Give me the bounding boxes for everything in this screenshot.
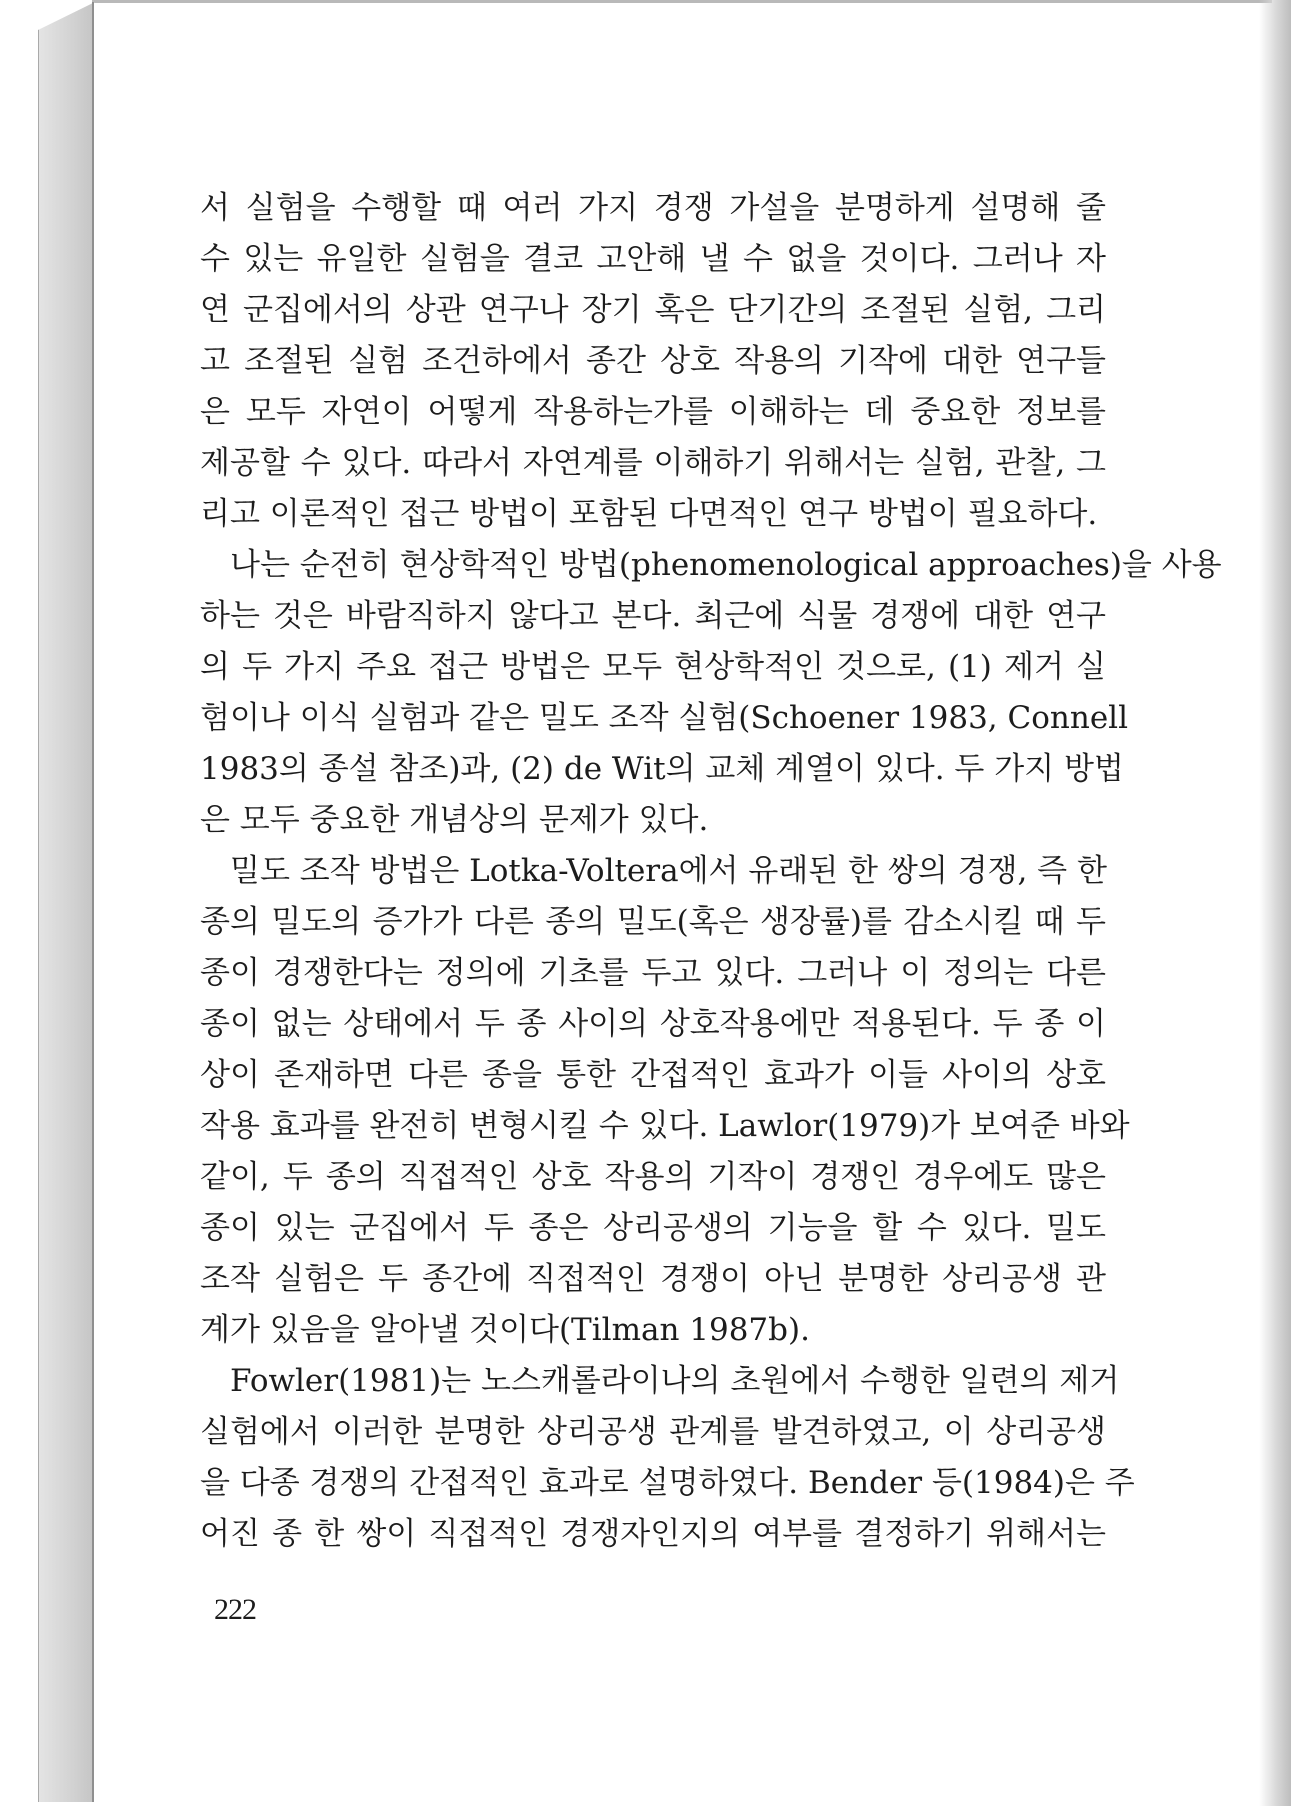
page-sheet xyxy=(94,3,1259,1806)
text-line: 제공할 수 있다. 따라서 자연계를 이해하기 위해서는 실험, 관찰, 그 xyxy=(200,445,1106,481)
text-line: 계가 있음을 알아낼 것이다(Tilman 1987b). xyxy=(200,1312,810,1348)
body-text xyxy=(200,183,1222,1560)
text-line: 고 조절된 실험 조건하에서 종간 상호 작용의 기작에 대한 연구들 xyxy=(200,343,1106,379)
text-line: 을 다종 경쟁의 간접적인 효과로 설명하였다. Bender 등(1984)은 주 xyxy=(200,1465,1135,1501)
text-line: 조작 실험은 두 종간에 직접적인 경쟁이 아닌 분명한 상리공생 관 xyxy=(200,1261,1106,1297)
text-line: 실험에서 이러한 분명한 상리공생 관계를 발견하였고, 이 상리공생 xyxy=(200,1414,1106,1450)
text-line: 종이 경쟁한다는 정의에 기초를 두고 있다. 그러나 이 정의는 다른 xyxy=(200,955,1106,991)
text-line: 하는 것은 바람직하지 않다고 본다. 최근에 식물 경쟁에 대한 연구 xyxy=(200,598,1106,634)
text-line: 수 있는 유일한 실험을 결코 고안해 낼 수 없을 것이다. 그러나 자 xyxy=(200,241,1106,277)
text-line: 종이 있는 군집에서 두 종은 상리공생의 기능을 할 수 있다. 밀도 xyxy=(200,1210,1106,1246)
text-line: 작용 효과를 완전히 변형시킬 수 있다. Lawlor(1979)가 보여준 바와 xyxy=(200,1108,1130,1144)
text-line: 은 모두 자연이 어떻게 작용하는가를 이해하는 데 중요한 정보를 xyxy=(200,394,1106,430)
text-line: 리고 이론적인 접근 방법이 포함된 다면적인 연구 방법이 필요하다. xyxy=(200,496,1098,532)
text-line: 험이나 이식 실험과 같은 밀도 조작 실험(Schoener 1983, Connell xyxy=(200,700,1128,736)
text-line: Fowler(1981)는 노스캐롤라이나의 초원에서 수행한 일련의 제거 xyxy=(230,1363,1120,1399)
text-line: 어진 종 한 쌍이 직접적인 경쟁자인지의 여부를 결정하기 위해서는 xyxy=(200,1516,1106,1552)
text-line: 1983의 종설 참조)과, (2) de Wit의 교체 계열이 있다. 두 가지 방법 xyxy=(200,751,1124,787)
page-number: 222 xyxy=(214,1593,256,1626)
text-line: 은 모두 중요한 개념상의 문제가 있다. xyxy=(200,802,709,838)
text-line: 같이, 두 종의 직접적인 상호 작용의 기작이 경쟁인 경우에도 많은 xyxy=(200,1159,1106,1195)
text-line: 연 군집에서의 상관 연구나 장기 혹은 단기간의 조절된 실험, 그리 xyxy=(200,292,1106,328)
page-right-shadow xyxy=(1259,0,1291,1806)
text-line: 종의 밀도의 증가가 다른 종의 밀도(혹은 생장률)를 감소시킬 때 두 xyxy=(200,904,1106,940)
book-spine xyxy=(38,2,95,1802)
text-line: 상이 존재하면 다른 종을 통한 간접적인 효과가 이들 사이의 상호 xyxy=(200,1057,1106,1093)
text-line: 서 실험을 수행할 때 여러 가지 경쟁 가설을 분명하게 설명해 줄 xyxy=(200,190,1106,226)
text-line: 종이 없는 상태에서 두 종 사이의 상호작용에만 적용된다. 두 종 이 xyxy=(200,1006,1106,1042)
text-line: 의 두 가지 주요 접근 방법은 모두 현상학적인 것으로, (1) 제거 실 xyxy=(200,649,1106,685)
text-line: 나는 순전히 현상학적인 방법(phenomenological approaches)을 사용 xyxy=(230,547,1222,583)
text-line: 밀도 조작 방법은 Lotka-Voltera에서 유래된 한 쌍의 경쟁, 즉 한 xyxy=(230,853,1107,889)
